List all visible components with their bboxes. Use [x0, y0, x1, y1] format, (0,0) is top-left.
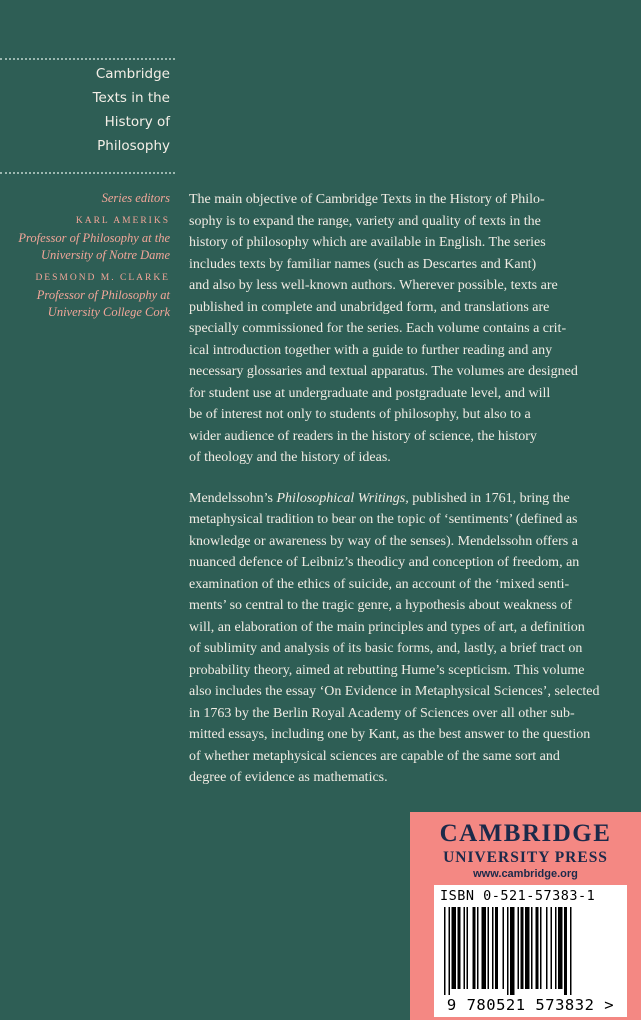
text-segment: Mendelssohn’s	[189, 490, 277, 506]
barcode-bar	[473, 907, 476, 989]
series-title	[0, 62, 170, 158]
text-line: degree of evidence as mathematics.	[189, 770, 388, 785]
ean-number: 9 780521 573832 >	[446, 996, 615, 1014]
text-line: probability theory, aimed at rebutting Hume’s scepticism. This volume	[189, 662, 585, 678]
top-dotted-rule	[0, 58, 175, 60]
barcode-bar	[555, 907, 557, 989]
editor-name: DESMOND M. CLARKE	[35, 273, 170, 283]
text-line: history of philosophy which are available in English. The series	[189, 235, 546, 250]
text-line: knowledge or awareness by way of the senses). Mendelssohn offers a	[189, 533, 578, 549]
barcode-bar	[477, 907, 479, 989]
text-line: nuanced defence of Leibniz’s theodicy and conception of freedom, an	[189, 555, 580, 570]
barcode-bar	[488, 907, 490, 989]
text-line: and also by less well-known authors. Wherever possible, texts are	[189, 278, 558, 293]
publisher-box	[410, 812, 641, 1020]
barcode-bar	[464, 907, 466, 989]
text-line: metaphysical tradition to bear on the topic of ‘sentiments’ (defined as	[189, 512, 578, 527]
text-line: necessary glossaries and textual apparatus. The volumes are designed	[189, 364, 578, 379]
barcode-bar	[540, 907, 542, 989]
editor-affiliation: University of Notre Dame	[40, 248, 170, 262]
barcode-bar	[492, 907, 494, 989]
barcode-bar	[536, 907, 539, 989]
text-line: for student use at undergraduate and postgraduate level, and will	[189, 385, 551, 401]
barcode-bar	[495, 907, 498, 989]
barcode-bar	[510, 907, 515, 995]
text-line: ical introduction together with a guide to further reading and any	[189, 342, 553, 358]
text-segment: published in 1761, bring the	[408, 490, 570, 506]
editor-affiliation: University College Cork	[47, 305, 170, 319]
text-line: also includes the essay ‘On Evidence in Metaphysical Sciences’, selected	[189, 684, 600, 699]
text-line: examination of the ethics of suicide, an account of the ‘mixed senti-	[189, 576, 570, 592]
barcode-bar	[482, 907, 487, 989]
barcode-bar	[449, 907, 451, 995]
barcode-bar	[521, 907, 524, 989]
text-line: The main objective of Cambridge Texts in the History of Philo-	[189, 192, 545, 207]
publisher-url: www.cambridge.org	[473, 868, 578, 880]
text-line: includes texts by familiar names (such as Descartes and Kant)	[189, 256, 537, 272]
book-title: Philosophical Writings,	[276, 490, 409, 506]
barcode-bar	[467, 907, 469, 989]
editor-name: KARL AMERIKS	[75, 216, 170, 226]
barcode-bars	[444, 907, 617, 995]
series-title-line: Philosophy	[97, 138, 170, 154]
series-title-line: History of	[104, 114, 170, 130]
text-line: be of interest not only to students of philosophy, but also to a	[189, 407, 531, 422]
barcode-bar	[518, 907, 520, 989]
text-line: of sublimity and analysis of its basic forms, and, lastly, a brief tract on	[189, 641, 583, 656]
barcode-bar	[444, 907, 446, 995]
barcode-bar	[452, 907, 457, 989]
text-line: will, an elaboration of the main principles and types of art, a definition	[189, 619, 585, 635]
publisher-logo: CAMBRIDGE	[439, 820, 612, 847]
barcode-bar	[525, 907, 530, 989]
series-description	[189, 189, 614, 469]
barcode-bar	[551, 907, 553, 989]
text-line: ments’ so central to the tragic genre, a hypothesis about weakness of	[189, 598, 573, 613]
barcode-bar	[558, 907, 563, 989]
blurb	[189, 189, 614, 808]
text-line: of theology and the history of ideas.	[189, 450, 391, 465]
text-line: of whether metaphysical sciences are capable of the same sort and	[189, 748, 560, 764]
text-line: published in complete and unabridged form, and translations are	[189, 299, 550, 315]
editor-affiliation: Professor of Philosophy at the	[18, 231, 170, 245]
editor-affiliation: Professor of Philosophy at	[36, 288, 170, 302]
barcode-bar	[546, 907, 548, 989]
barcode-bar	[507, 907, 509, 995]
publisher-press: UNIVERSITY PRESS	[443, 849, 608, 866]
series-editors	[0, 190, 170, 321]
barcode-bar	[564, 907, 567, 995]
series-editors-label: Series editors	[101, 191, 170, 205]
text-line: in 1763 by the Berlin Royal Academy of Sciences over all other sub-	[189, 705, 575, 721]
text-line: wider audience of readers in the history of science, the history	[189, 428, 537, 444]
series-title-line: Cambridge	[95, 66, 170, 82]
bottom-dotted-rule	[0, 172, 175, 174]
text-line: mitted essays, including one by Kant, as the best answer to the question	[189, 727, 591, 742]
barcode-bar	[570, 907, 572, 995]
barcode-bar	[531, 907, 533, 989]
text-line: sophy is to expand the range, variety and quality of texts in the	[189, 213, 541, 229]
book-description	[189, 488, 614, 789]
series-title-line: Texts in the	[92, 90, 170, 106]
barcode-bar	[458, 907, 461, 989]
barcode-bar	[503, 907, 505, 989]
isbn-label: ISBN 0-521-57383-1	[440, 888, 596, 904]
barcode	[434, 885, 627, 1017]
text-line: specially commissioned for the series. Each volume contains a crit-	[189, 321, 567, 336]
